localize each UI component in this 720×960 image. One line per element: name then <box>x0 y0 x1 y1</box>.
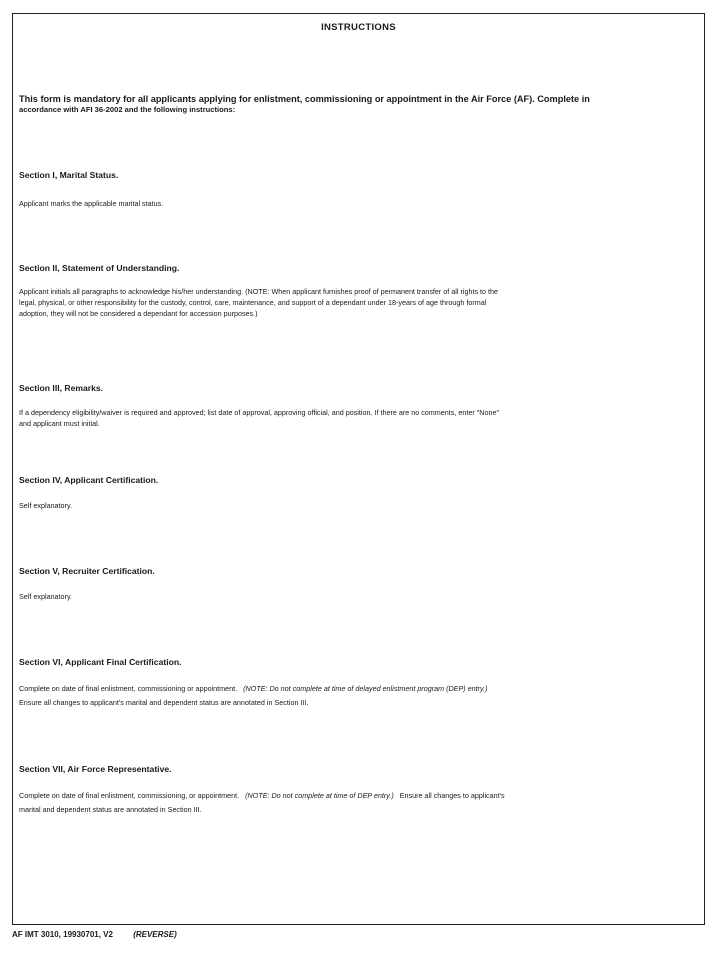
section-2 <box>19 263 694 319</box>
section-2-heading: Section II, Statement of Understanding. <box>19 263 180 273</box>
form-id: AF IMT 3010, 19930701, V2 <box>12 930 113 939</box>
section-6-line-2: Ensure all changes to applicant's marital and dependent status are annotated in Section III. <box>19 698 309 707</box>
page-title: INSTRUCTIONS <box>321 22 396 33</box>
section-7-heading: Section VII, Air Force Representative. <box>19 764 172 774</box>
section-3-line: If a dependency eligibility/waiver is required and approved; list date of approval, approving official, and position. If there are no comments, enter "None" <box>19 408 500 417</box>
section-6-heading: Section VI, Applicant Final Certification. <box>19 657 182 667</box>
section-7-instruction-end: Ensure all changes to applicant's <box>399 791 505 800</box>
section-3-heading: Section III, Remarks. <box>19 383 104 393</box>
section-1-text: Applicant marks the applicable marital status. <box>19 199 164 208</box>
section-7-line-2: marital and dependent status are annotated in Section III. <box>19 805 202 814</box>
section-7-note: (NOTE: Do not complete at time of DEP entry.) <box>245 791 394 800</box>
section-7-text <box>19 790 694 815</box>
section-3 <box>19 383 694 429</box>
section-5-heading: Section V, Recruiter Certification. <box>19 566 155 576</box>
intro-paragraph <box>19 94 694 115</box>
section-2-text <box>19 286 694 319</box>
section-3-text <box>19 407 694 429</box>
section-2-line: legal, physical, or other responsibility for the custody, control, care, maintenance, and support of a dependant under 18-years of age through formal <box>19 298 487 307</box>
section-5-text: Self explanatory. <box>19 592 73 601</box>
section-4-text: Self explanatory. <box>19 501 73 510</box>
section-3-line: and applicant must initial. <box>19 419 100 428</box>
section-2-line: Applicant initials all paragraphs to acknowledge his/her understanding. (NOTE: When applicant furnishes proof of permanent transfer of all rights to the <box>19 287 499 296</box>
reverse-label: (REVERSE) <box>133 930 177 939</box>
section-6-instruction: Complete on date of final enlistment, commissioning or appointment. <box>19 684 238 693</box>
intro-line-2: accordance with AFI 36-2002 and the following instructions: <box>19 105 236 114</box>
section-6-note: (NOTE: Do not complete at time of delayed enlistment program (DEP) entry.) <box>243 684 488 693</box>
section-5 <box>19 566 694 602</box>
form-frame <box>12 13 705 925</box>
section-4 <box>19 475 694 511</box>
section-6 <box>19 657 694 708</box>
section-7-line-1 <box>19 790 694 801</box>
intro-line-1: This form is mandatory for all applicants applying for enlistment, commissioning or appointment in the Air Force (AF). Complete in <box>19 94 590 104</box>
section-6-line-1 <box>19 683 694 694</box>
form-footer <box>12 930 177 939</box>
section-2-line: adoption, they will not be considered a dependant for accession purposes.) <box>19 309 258 318</box>
section-1-heading: Section I, Marital Status. <box>19 170 119 180</box>
section-4-heading: Section IV, Applicant Certification. <box>19 475 159 485</box>
section-7-instruction: Complete on date of final enlistment, commissioning, or appointment. <box>19 791 240 800</box>
section-6-text <box>19 683 694 708</box>
section-7 <box>19 764 694 815</box>
section-1 <box>19 170 694 209</box>
